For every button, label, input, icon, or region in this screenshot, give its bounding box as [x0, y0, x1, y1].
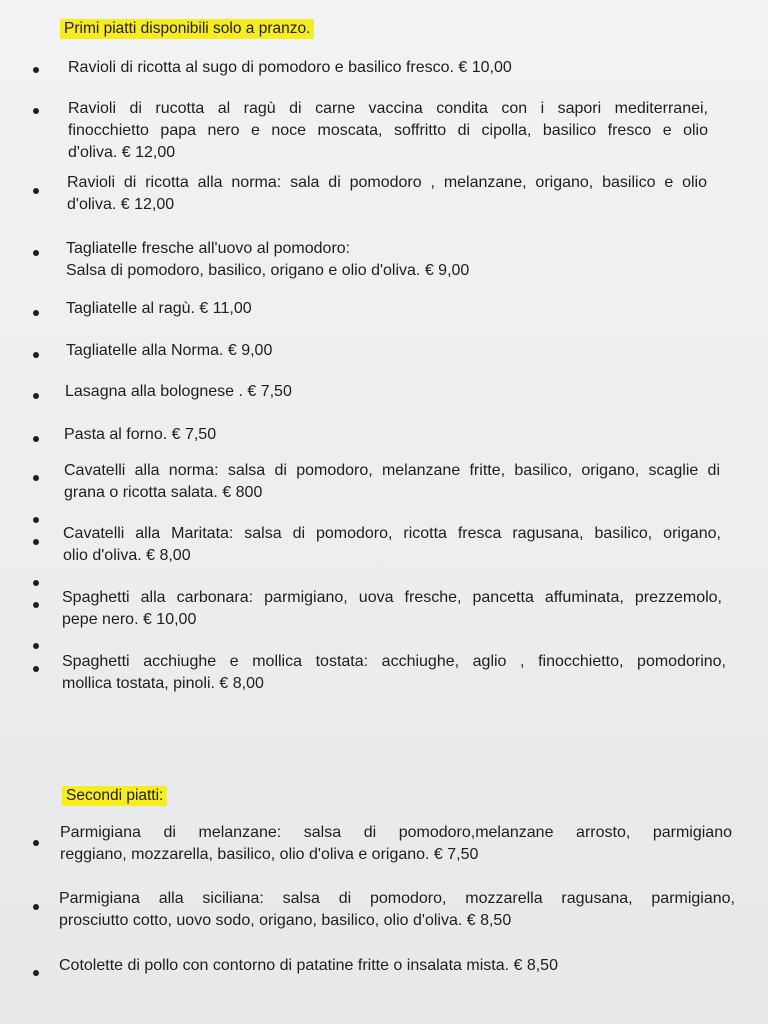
menu-item [60, 822, 732, 866]
menu-item-line: Tagliatelle al ragù. € 11,00 [66, 300, 252, 317]
menu-item [67, 172, 707, 216]
menu-item-line: mollica tostata, pinoli. € 8,00 [62, 675, 264, 692]
menu-item [59, 888, 735, 932]
bullet [33, 108, 39, 114]
bullet [33, 310, 39, 316]
menu-item-line: Ravioli di ricotta al sugo di pomodoro e basilico fresco. € 10,00 [68, 59, 512, 76]
menu-item [63, 523, 721, 567]
menu-item-line: grana o ricotta salata. € 800 [64, 484, 263, 501]
menu-item [64, 424, 216, 446]
menu-item [62, 587, 722, 631]
bullet [33, 840, 39, 846]
menu-item [66, 298, 252, 320]
menu-item-line: Ravioli di ricotta alla norma: sala di pomodoro , melanzane, origano, basilico e olio [67, 174, 707, 191]
empty-bullet [33, 517, 39, 523]
menu-item [65, 381, 292, 403]
menu-item [59, 955, 558, 977]
menu-item-line: finocchietto papa nero e noce moscata, soffritto di cipolla, basilico fresco e olio [68, 122, 708, 139]
bullet [33, 352, 39, 358]
menu-item-line: Tagliatelle fresche all'uovo al pomodoro: [66, 240, 351, 257]
menu-item [66, 238, 469, 282]
menu-item-line: Parmigiana alla siciliana: salsa di pomodoro, mozzarella ragusana, parmigiano, [59, 890, 735, 907]
secondi-heading: Secondi piatti: [62, 786, 167, 806]
menu-item-line: pepe nero. € 10,00 [62, 611, 197, 628]
menu-item-line: Spaghetti acchiughe e mollica tostata: acchiughe, aglio , finocchietto, pomodorino, [62, 653, 726, 670]
bullet [33, 475, 39, 481]
menu-item-line: Cotolette di pollo con contorno di patatine fritte o insalata mista. € 8,50 [59, 957, 558, 974]
bullet [33, 188, 39, 194]
menu-item-line: Pasta al forno. € 7,50 [64, 426, 217, 443]
menu-item-line: Cavatelli alla Maritata: salsa di pomodoro, ricotta fresca ragusana, basilico, origano, [63, 525, 721, 542]
bullet [33, 250, 39, 256]
bullet [33, 666, 39, 672]
menu-item [62, 651, 726, 695]
menu-item [64, 460, 720, 504]
menu-item-line: Parmigiana di melanzane: salsa di pomodoro,melanzane arrosto, parmigiano [60, 824, 732, 841]
menu-item [68, 98, 708, 164]
bullet [33, 904, 39, 910]
menu-item [66, 340, 272, 362]
bullet [33, 970, 39, 976]
menu-item-line: Lasagna alla bolognese . € 7,50 [65, 383, 292, 400]
bullet [33, 67, 39, 73]
menu-item-line: Spaghetti alla carbonara: parmigiano, uova fresche, pancetta affuminata, prezzemolo, [62, 589, 722, 606]
menu-item-line: d'oliva. € 12,00 [67, 196, 175, 213]
bullet [33, 539, 39, 545]
menu-item-line: prosciutto cotto, uovo sodo, origano, basilico, olio d'oliva. € 8,50 [59, 912, 512, 929]
bullet [33, 436, 39, 442]
empty-bullet [33, 580, 39, 586]
bullet [33, 602, 39, 608]
empty-bullet [33, 643, 39, 649]
menu-item-line: Cavatelli alla norma: salsa di pomodoro, melanzane fritte, basilico, origano, scaglie di [64, 462, 720, 479]
primi-heading: Primi piatti disponibili solo a pranzo. [60, 19, 314, 39]
menu-item-line: d'oliva. € 12,00 [68, 144, 176, 161]
menu-item-line: Salsa di pomodoro, basilico, origano e olio d'oliva. € 9,00 [66, 262, 470, 279]
menu-item-line: Tagliatelle alla Norma. € 9,00 [66, 342, 273, 359]
menu-item-line: reggiano, mozzarella, basilico, olio d'oliva e origano. € 7,50 [60, 846, 479, 863]
bullet [33, 393, 39, 399]
menu-item-line: olio d'oliva. € 8,00 [63, 547, 191, 564]
menu-item [68, 57, 512, 79]
menu-item-line: Ravioli di rucotta al ragù di carne vaccina condita con i sapori mediterranei, [68, 100, 708, 117]
